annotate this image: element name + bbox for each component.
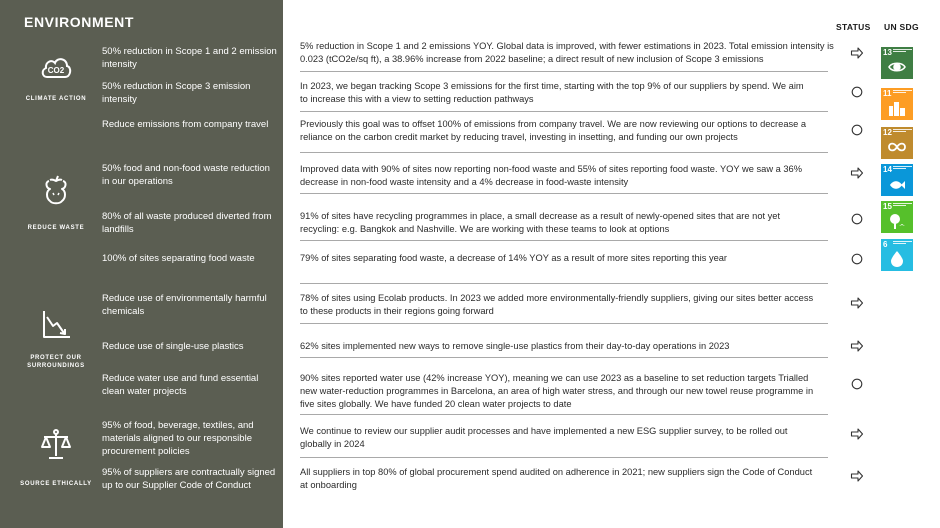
sdg-number: 6 (883, 240, 888, 249)
progress-text: All suppliers in top 80% of global procurement spend audited on adherence in 2021; new suppliers sign the Code of Conduct at onboarding (300, 467, 813, 490)
category-label: REDUCE WASTE (27, 225, 85, 231)
fish-icon (888, 175, 906, 193)
goal-text: 100% of sites separating food waste (102, 253, 255, 264)
circle-outline-icon (850, 212, 864, 226)
row-divider (300, 152, 828, 153)
goal-text: Reduce emissions from company travel (102, 119, 269, 130)
goal-text: 95% of suppliers are contractually signed up to our Supplier Code of Conduct (102, 467, 276, 491)
row-divider (300, 71, 828, 72)
progress-text: 62% sites implemented new ways to remove single-use plastics from their day-to-day operations in 2023 (300, 341, 730, 351)
arrow-right-icon (850, 296, 864, 310)
goal-text: Reduce water use and fund essential clean water projects (102, 373, 259, 397)
tree-bird-icon (888, 212, 906, 230)
category-label: PROTECT OUR SURROUNDINGS (27, 355, 85, 369)
goal-text: 50% food and non-food waste reduction in our operations (102, 163, 270, 187)
water-drop-icon (888, 250, 906, 268)
sdg-number: 12 (883, 128, 892, 137)
infinity-icon (888, 138, 906, 156)
circle-outline-icon (850, 123, 864, 137)
goal-text: 50% reduction in Scope 3 emission intensity (102, 81, 251, 105)
arrow-right-icon (850, 166, 864, 180)
arrow-right-icon (850, 339, 864, 353)
sdg-6-tile (881, 239, 913, 271)
status-header: STATUS (836, 22, 871, 32)
category-label: SOURCE ETHICALLY (20, 481, 92, 487)
sdg-number: 11 (883, 89, 892, 98)
progress-text: 79% of sites separating food waste, a decrease of 14% YOY as a result of more sites reporting this year (300, 253, 728, 263)
apple-core-icon (39, 174, 73, 208)
progress-text: Improved data with 90% of sites now reporting non-food waste and 55% of sites reporting food waste. YOY we saw a 36% decrease in non-food waste intensity and a 4% decrease in food-waste intensity (300, 164, 802, 187)
arrow-right-icon (850, 469, 864, 483)
sdg-number: 14 (883, 165, 892, 174)
progress-text: We continue to review our supplier audit processes and have implemented a new ESG supplier survey, to be rolled out globally in 2024 (300, 426, 788, 449)
city-buildings-icon (888, 99, 906, 117)
earth-eye-icon (888, 58, 906, 76)
section-title: ENVIRONMENT (24, 14, 135, 30)
balance-scale-icon (39, 428, 73, 462)
declining-graph-icon (39, 308, 73, 342)
goal-text: 80% of all waste produced diverted from landfills (102, 211, 272, 235)
goal-text: Reduce use of single-use plastics (102, 341, 244, 352)
row-divider (300, 323, 828, 324)
progress-text: In 2023, we began tracking Scope 3 emissions for the first time, starting with the top 9% of our suppliers by spend. We aim to increase this with a view to setting reduction pathways (300, 81, 804, 104)
circle-outline-icon (850, 252, 864, 266)
goal-text: 95% of food, beverage, textiles, and materials aligned to our responsible procurement policies (102, 420, 254, 457)
sdg-13-tile (881, 47, 913, 79)
co2-cloud-icon (39, 50, 73, 84)
row-divider (300, 111, 828, 112)
row-divider (300, 240, 828, 241)
sdg-15-tile (881, 201, 913, 233)
row-divider (300, 283, 828, 284)
co2-text: CO2 (47, 66, 65, 75)
circle-outline-icon (850, 377, 864, 391)
row-divider (300, 414, 828, 415)
category-label: CLIMATE ACTION (25, 96, 87, 102)
progress-text: 78% of sites using Ecolab products. In 2023 we added more environmentally-friendly suppliers, giving our sites better access to these products in their regions going forward (300, 293, 814, 316)
sdg-14-tile (881, 164, 913, 196)
sdg-header: UN SDG (884, 22, 919, 32)
sdg-11-tile (881, 88, 913, 120)
progress-text: 91% of sites have recycling programmes in place, a small decrease as a result of newly-opened sites that are not yet recycling: e.g. Bangkok and Nashville. We are working with these teams to look at options (300, 211, 781, 234)
goals-panel (0, 0, 283, 528)
arrow-right-icon (850, 46, 864, 60)
arrow-right-icon (850, 427, 864, 441)
sdg-number: 13 (883, 48, 892, 57)
sdg-number: 15 (883, 202, 892, 211)
progress-text: 90% sites reported water use (42% increase YOY), meaning we can use 2023 as a baseline to set reduction targets Trialled new water-reduction programmes in Barcelona, an area of high water stress, and through our new towel reuse programme in five sites globally. We have funded 20 clean water projects to date (300, 373, 814, 409)
progress-text: Previously this goal was to offset 100% of emissions from company travel. We are now reviewing our options to decrease a reliance on the carbon credit market by reducing travel, investing in insetting, and funding our own projects (300, 119, 807, 142)
progress-text: 5% reduction in Scope 1 and 2 emissions YOY. Global data is improved, with fewer estimations in 2023. Total emission intensity is 0.023 (tCO2e/sq ft), a 38.96% increase from 2022 baseline; a direct result of new inclusion of Scope 3 emissions (300, 41, 834, 64)
goal-text: Reduce use of environmentally harmful chemicals (102, 293, 267, 317)
row-divider (300, 193, 828, 194)
goal-text: 50% reduction in Scope 1 and 2 emission intensity (102, 46, 277, 70)
row-divider (300, 357, 828, 358)
sdg-12-tile (881, 127, 913, 159)
circle-outline-icon (850, 85, 864, 99)
row-divider (300, 457, 828, 458)
